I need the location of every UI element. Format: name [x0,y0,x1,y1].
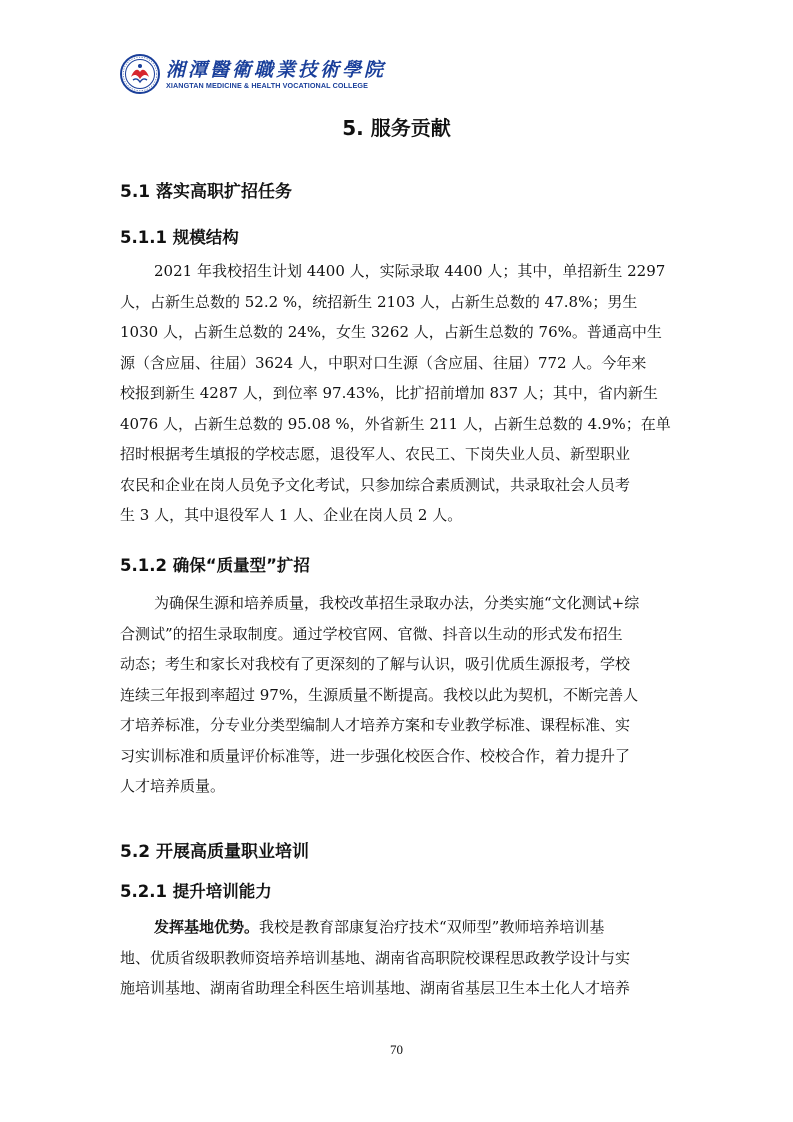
paragraph-line: 动态；考生和家长对我校有了更深刻的了解与认识，吸引优质生源报考，学校 [120,655,631,673]
paragraph-line: 施培训基地、湖南省助理全科医生培训基地、湖南省基层卫生本土化人才培养 [120,979,631,997]
college-name-en: XIANGTAN MEDICINE & HEALTH VOCATIONAL COLLEGE [166,80,369,90]
paragraph-line: 人，占新生总数的 52.2 %，统招新生 2103 人，占新生总数的 47.8%；男生 [120,292,638,311]
paragraph-line: 才培养标准，分专业分类型编制人才培养方案和专业教学标准、课程标准、实 [120,716,631,734]
paragraph-line: 合测试”的招生录取制度。通过学校官网、官微、抖音以生动的形式发布招生 [120,624,623,643]
paragraph-line: 1030 人，占新生总数的 24%，女生 3262 人，占新生总数的 76%。普通高中生 [120,323,662,341]
paragraph-line: 为确保生源和培养质量，我校改革招生录取办法，分类实施“文化测试+综 [154,594,640,612]
paragraph-line: 连续三年报到率超过 97%，生源质量不断提高。我校以此为契机，不断完善人 [120,685,639,704]
section-5-1-2-paragraph [120,588,672,802]
paragraph-line: 4076 人，占新生总数的 95.08 %，外省新生 211 人，占新生总数的 4.9%；在单 [120,414,671,433]
section-5-1-1-heading: 5.1.1 规模结构 [120,228,239,247]
college-seal-icon [120,54,160,94]
paragraph-line: 习实训标准和质量评价标准等，进一步强化校医合作、校校合作，着力提升了 [120,746,631,765]
section-5-2-1-paragraph [120,912,672,1004]
page-header [120,52,386,96]
section-5-1-2-heading: 5.1.2 确保“质量型”扩招 [120,556,310,575]
section-5-1-1-paragraph [120,256,672,531]
paragraph-lead: 发挥基地优势。 [154,918,260,936]
paragraph-line: 人才培养质量。 [120,777,226,795]
paragraph-line: 地、优质省级职教师资培养培训基地、湖南省高职院校课程思政教学设计与实 [120,948,631,967]
college-name-cn: 湘潭醫衛職業技術學院 [166,58,387,81]
paragraph-line: 招时根据考生填报的学校志愿，退役军人、农民工、下岗失业人员、新型职业 [120,445,631,463]
paragraph-line: 2021 年我校招生计划 4400 人，实际录取 4400 人；其中，单招新生 2297 [154,262,666,280]
paragraph-line-rest: 我校是教育部康复治疗技术“双师型”教师培养培训基 [259,918,605,936]
paragraph-line [120,912,672,943]
paragraph-line: 校报到新生 4287 人，到位率 97.43%，比扩招前增加 837 人；其中，省内新生 [120,384,658,402]
chapter-title: 5. 服务贡献 [342,116,451,140]
page-number: 70 [390,1042,403,1057]
section-5-1-heading: 5.1 落实高职扩招任务 [120,182,293,202]
section-5-2-1-heading: 5.2.1 提升培训能力 [120,882,272,901]
paragraph-line: 生 3 人，其中退役军人 1 人、企业在岗人员 2 人。 [120,506,463,524]
section-5-2-heading: 5.2 开展高质量职业培训 [120,842,310,862]
paragraph-line: 农民和企业在岗人员免予文化考试，只参加综合素质测试，共录取社会人员考 [120,475,631,494]
paragraph-line: 源（含应届、往届）3624 人，中职对口生源（含应届、往届）772 人。今年来 [120,353,647,372]
